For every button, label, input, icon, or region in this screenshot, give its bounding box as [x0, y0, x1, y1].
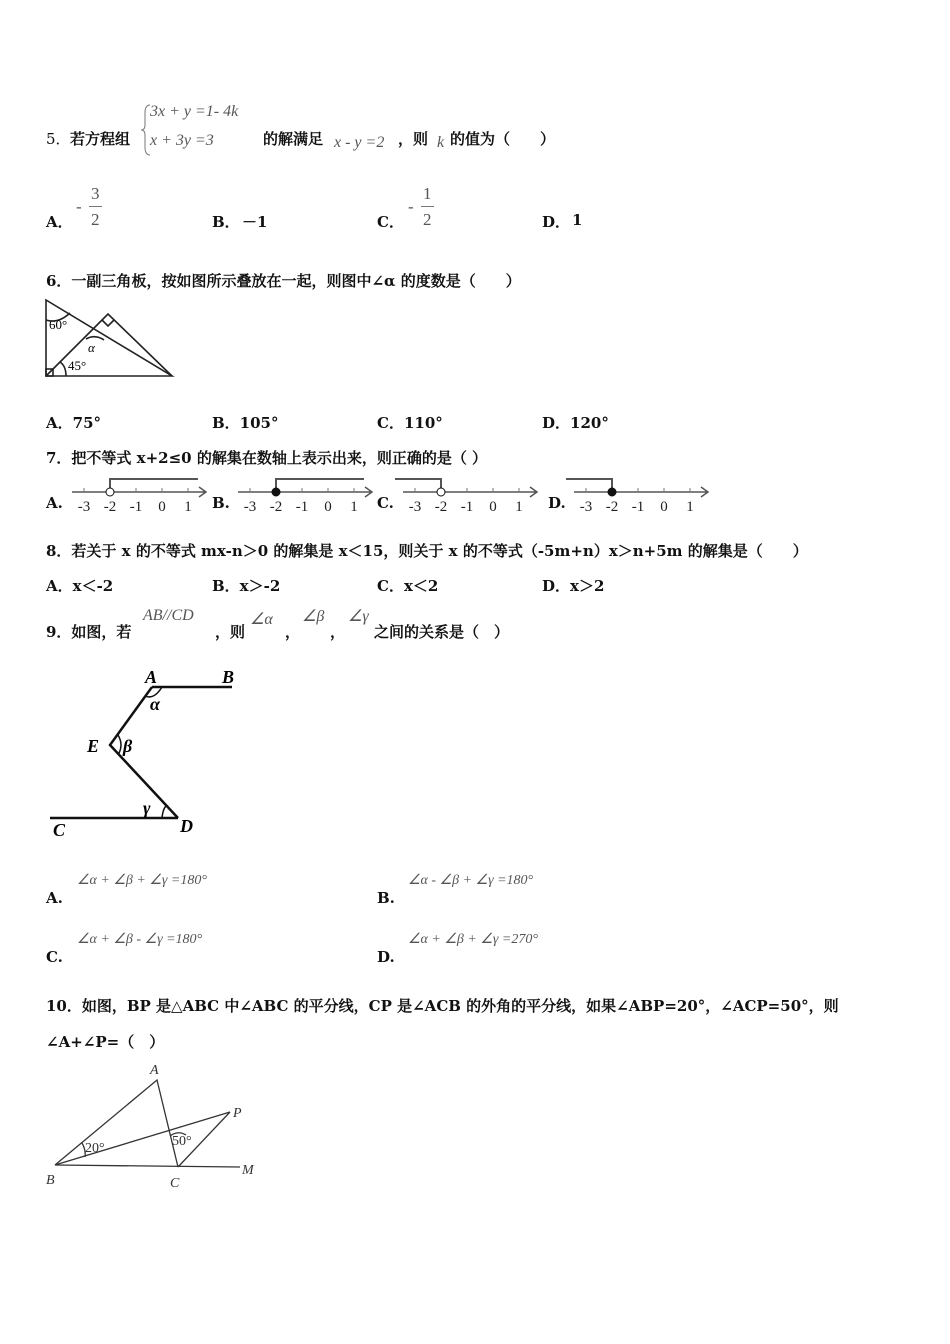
point-b-label: B — [46, 1173, 55, 1188]
minus-sign: - — [76, 197, 82, 216]
point-c-label: C — [170, 1176, 180, 1191]
point-a-label: A — [145, 667, 158, 687]
comma: ， — [285, 623, 301, 641]
number-line — [574, 476, 724, 516]
q9-angle-b: ∠β — [302, 608, 325, 625]
angle-45-label: 45° — [68, 358, 87, 373]
q6-option-d[interactable]: D．120° — [542, 414, 609, 432]
q5-option-a[interactable]: A． — [46, 213, 73, 231]
solution-bracket — [566, 479, 612, 492]
tick-label: -3 — [579, 499, 593, 515]
fraction-bar — [421, 206, 434, 207]
gamma-label: γ — [143, 798, 151, 818]
fraction-bar — [89, 206, 102, 207]
q8-text: 8．若关于 x 的不等式 mx-n＞0 的解集是 x＜15，则关于 x 的不等式（-5m+n）x＞n+5m 的解集是（ ） — [46, 542, 808, 560]
q5-number: 5． — [46, 130, 71, 148]
q5-option-b-value: －1 — [242, 213, 268, 231]
comma: ， — [330, 623, 346, 641]
q5-option-b[interactable]: B． — [212, 213, 240, 231]
angle-alpha-label: α — [88, 340, 95, 355]
alpha-label: α — [150, 694, 160, 714]
number-line — [238, 476, 388, 516]
point-d-label: D — [180, 816, 193, 836]
angle-60-label: 60° — [49, 317, 68, 332]
tick-label: -2 — [605, 499, 619, 515]
point-p-label: P — [233, 1106, 242, 1121]
tick-label: -2 — [103, 499, 117, 515]
q5-text3: ，则 — [398, 130, 429, 148]
q7-text: 7．把不等式 x+2≤0 的解集在数轴上表示出来，则正确的是（ ） — [46, 449, 488, 467]
q6-option-a[interactable]: A．75° — [46, 414, 102, 432]
angle-50-label: 50° — [172, 1134, 192, 1149]
q9-text2: ，则 — [215, 623, 246, 641]
tick-label: -3 — [408, 499, 422, 515]
q7-option-d[interactable]: D. — [548, 494, 566, 512]
q5-var: k — [437, 134, 445, 151]
point-e-label: E — [87, 736, 100, 756]
q8-option-c[interactable]: C．x＜2 — [377, 577, 439, 595]
denominator: 2 — [91, 210, 100, 229]
point-c-label: C — [53, 820, 66, 840]
q9-option-a-expr: ∠α + ∠β + ∠γ =180° — [77, 873, 207, 888]
tick-label: -3 — [243, 499, 257, 515]
angle-20-label: 20° — [85, 1141, 105, 1156]
q9-angle-c: ∠γ — [348, 608, 369, 625]
q9-text: 9．如图，若 — [46, 623, 132, 641]
point-b-label: B — [222, 667, 235, 687]
q6-option-b[interactable]: B．105° — [212, 414, 279, 432]
tick-label: 0 — [660, 499, 668, 515]
tick-label: 1 — [686, 499, 694, 515]
open-point — [106, 488, 114, 496]
q5-eq2: x + 3y =3 — [150, 132, 214, 149]
tick-label: -2 — [269, 499, 283, 515]
q9-option-a[interactable]: A. — [46, 889, 63, 907]
point-a-label: A — [150, 1063, 159, 1078]
closed-point — [608, 488, 616, 496]
q8-option-a[interactable]: A．x＜-2 — [46, 577, 114, 595]
open-point — [437, 488, 445, 496]
number-line — [403, 476, 553, 516]
q5-option-d[interactable]: D． — [542, 213, 571, 231]
solution-bracket — [395, 479, 441, 492]
numerator: 1 — [423, 184, 432, 203]
number-line — [72, 476, 222, 516]
minus-sign: - — [408, 197, 414, 216]
beta-label: β — [123, 736, 133, 756]
tick-label: -1 — [129, 499, 143, 515]
q8-option-d[interactable]: D．x＞2 — [542, 577, 605, 595]
q9-option-d[interactable]: D. — [377, 948, 395, 966]
q5-text4: 的值为（ ） — [450, 130, 556, 148]
q7-option-b[interactable]: B. — [212, 494, 230, 512]
q9-option-d-expr: ∠α + ∠β + ∠γ =270° — [408, 932, 538, 947]
tick-label: 1 — [515, 499, 523, 515]
tick-label: -2 — [434, 499, 448, 515]
q9-text3: 之间的关系是（ ） — [374, 623, 510, 641]
q9-angle-a: ∠α — [250, 611, 273, 628]
q10-text-line2: ∠A+∠P=（ ） — [46, 1033, 165, 1051]
q9-option-b[interactable]: B. — [377, 889, 395, 907]
tick-label: 0 — [158, 499, 166, 515]
q7-option-a[interactable]: A. — [46, 494, 63, 512]
q6-text: 6．一副三角板，按如图所示叠放在一起，则图中∠α 的度数是（ ） — [46, 272, 521, 290]
tick-label: -1 — [631, 499, 645, 515]
q5-option-c[interactable]: C． — [377, 213, 404, 231]
closed-point — [272, 488, 280, 496]
denominator: 2 — [423, 210, 432, 229]
q6-option-c[interactable]: C．110° — [377, 414, 443, 432]
tick-label: -3 — [77, 499, 91, 515]
q7-option-c[interactable]: C. — [377, 494, 394, 512]
solution-bracket — [110, 479, 198, 492]
q9-option-c-expr: ∠α + ∠β - ∠γ =180° — [77, 932, 203, 947]
point-m-label: M — [242, 1163, 254, 1178]
q9-option-c[interactable]: C. — [46, 948, 63, 966]
q8-option-b[interactable]: B．x＞-2 — [212, 577, 281, 595]
q9-cond: AB//CD — [143, 607, 194, 624]
q5-option-d-value: 1 — [572, 211, 583, 229]
numerator: 3 — [91, 184, 100, 203]
tick-label: 0 — [489, 499, 497, 515]
tick-label: 1 — [184, 499, 192, 515]
q5-eq1: 3x + y =1- 4k — [150, 103, 239, 120]
tick-label: -1 — [295, 499, 309, 515]
solution-bracket — [276, 479, 364, 492]
q5-text: 若方程组 — [70, 130, 131, 148]
q9-option-b-expr: ∠α - ∠β + ∠γ =180° — [408, 873, 534, 888]
q5-text2: 的解满足 — [263, 130, 324, 148]
q10-text-line1: 10．如图，BP 是△ABC 中∠ABC 的平分线，CP 是∠ACB 的外角的平分线，如果∠ABP=20°，∠ACP=50°，则 — [46, 997, 839, 1015]
q5-cond: x - y =2 — [334, 134, 385, 151]
tick-label: 1 — [350, 499, 358, 515]
tick-label: 0 — [324, 499, 332, 515]
tick-label: -1 — [460, 499, 474, 515]
